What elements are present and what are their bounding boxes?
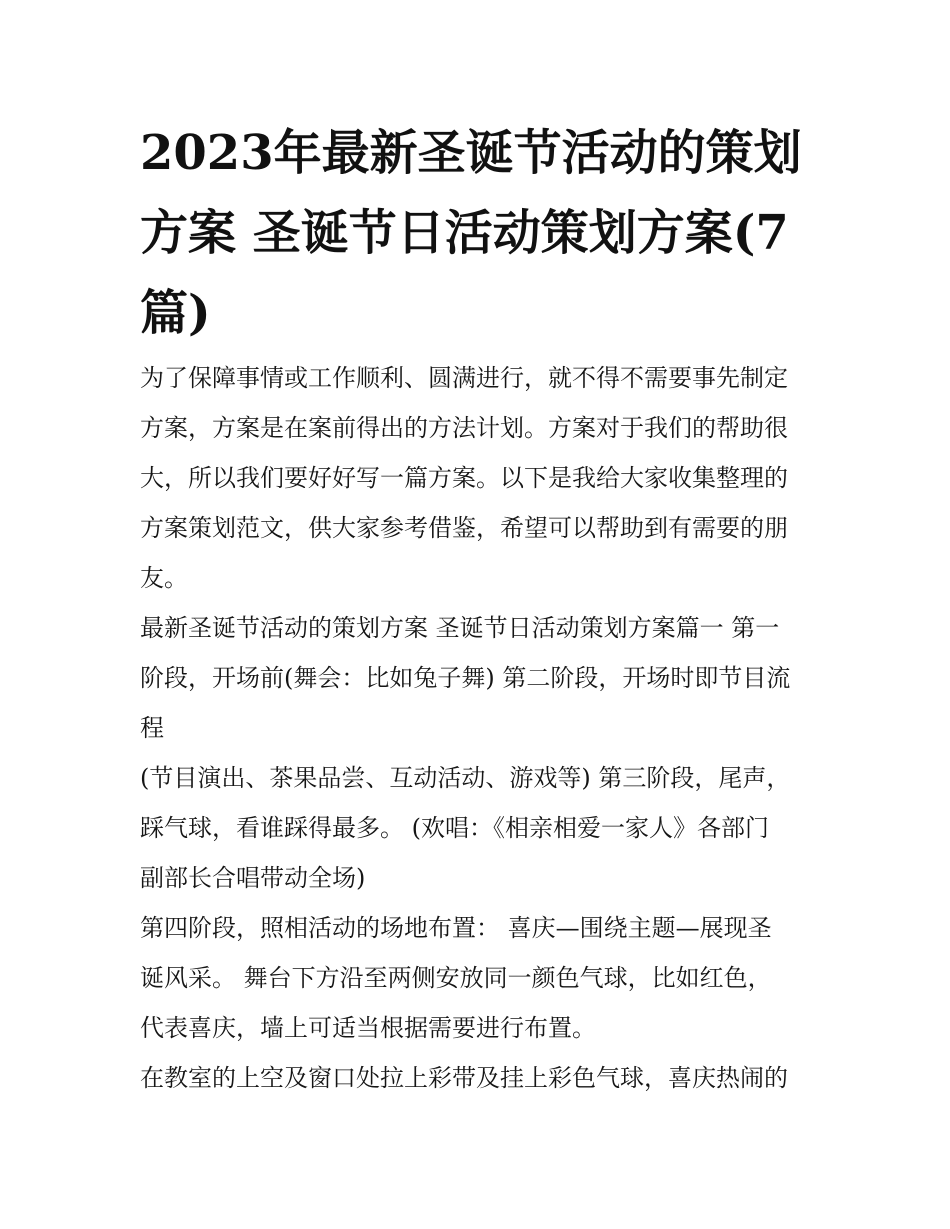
- paragraph-line: 代表喜庆，墙上可适当根据需要进行布置。: [140, 1014, 596, 1042]
- paragraph-line: 第四阶段，照相活动的场地布置： 喜庆—围绕主题—展现圣: [140, 914, 772, 942]
- title-line-3: 篇): [140, 285, 211, 341]
- paragraph-line: 副部长合唱带动全场): [140, 864, 366, 892]
- paragraph-line: 方案，方案是在案前得出的方法计划。方案对于我们的帮助很: [140, 414, 788, 442]
- paragraph-line: 大，所以我们要好好写一篇方案。以下是我给大家收集整理的: [140, 464, 788, 492]
- title-line-1: 2023年最新圣诞节活动的策划: [140, 125, 802, 181]
- stage-four-paragraph: [140, 903, 820, 1053]
- paragraph-line: 踩气球，看谁踩得最多。 (欢唱：《相亲相爱一家人》各部门: [140, 814, 769, 842]
- document-title: [140, 113, 820, 353]
- paragraph-line: 在教室的上空及窗口处拉上彩带及挂上彩色气球，喜庆热闹的: [140, 1064, 788, 1092]
- document-body: [140, 353, 820, 1103]
- paragraph-line: 阶段，开场前(舞会：比如兔子舞) 第二阶段，开场时即节目流: [140, 664, 791, 692]
- paragraph-line: 方案策划范文，供大家参考借鉴，希望可以帮助到有需要的朋: [140, 514, 788, 542]
- intro-paragraph: [140, 353, 820, 603]
- stage-three-paragraph: [140, 753, 820, 903]
- paragraph-line: 友。: [140, 564, 188, 592]
- paragraph-line: 诞风采。 舞台下方沿至两侧安放同一颜色气球，比如红色，: [140, 964, 772, 992]
- paragraph-line: 为了保障事情或工作顺利、圆满进行，就不得不需要事先制定: [140, 364, 788, 392]
- title-line-2: 方案 圣诞节日活动策划方案(7: [140, 205, 789, 261]
- paragraph-line: 最新圣诞节活动的策划方案 圣诞节日活动策划方案篇一 第一: [140, 614, 780, 642]
- decoration-paragraph: [140, 1053, 820, 1103]
- paragraph-line: (节目演出、茶果品尝、互动活动、游戏等) 第三阶段，尾声，: [140, 764, 791, 792]
- paragraph-line: 程: [140, 714, 164, 742]
- stage-one-two-paragraph: [140, 603, 820, 753]
